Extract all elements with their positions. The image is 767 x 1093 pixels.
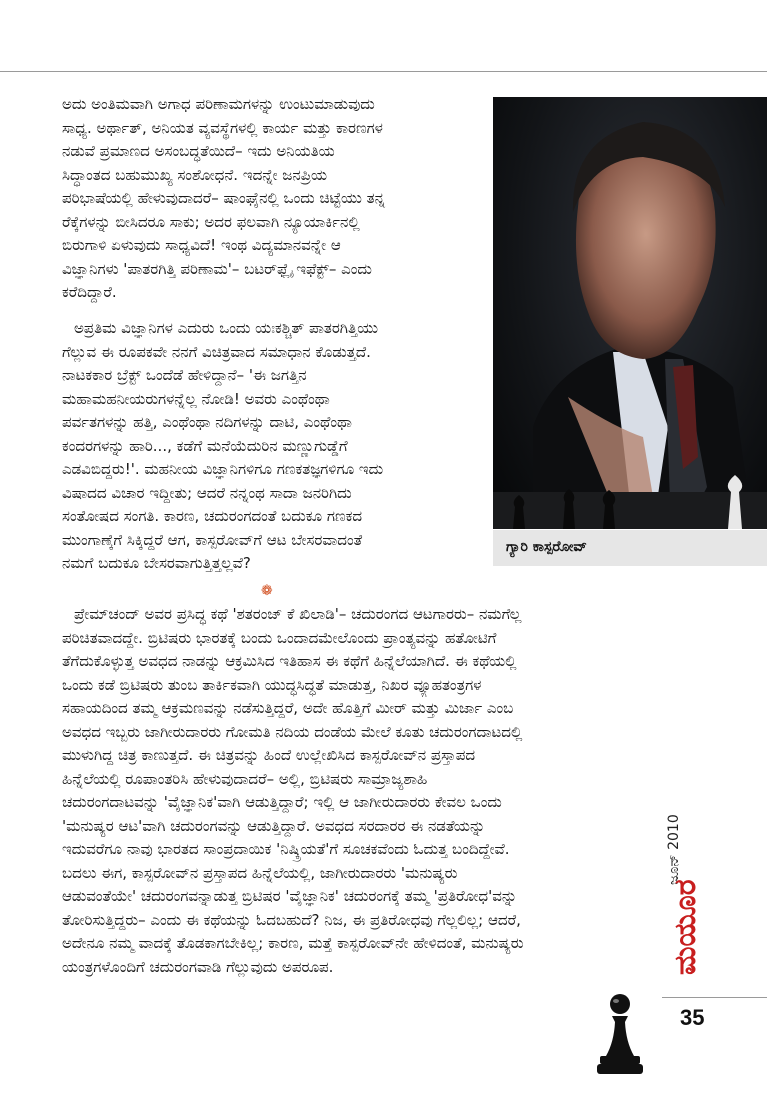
- text-line: ರೆಕ್ಕೆಗಳನ್ನು ಬೀಸಿದರೂ ಸಾಕು; ಅದರ ಫಲವಾಗಿ ನ್ಯೂಯಾರ್ಕಿನಲ್ಲಿ: [62, 212, 360, 231]
- text-line: ಪರಿಭಾಷೆಯಲ್ಲಿ ಹೇಳುವುದಾದರೆ– ಷಾಂಘೈನಲ್ಲಿ ಒಂದು ಚಿಟ್ಟೆಯು ತನ್ನ: [62, 189, 385, 207]
- text-line: ಗೆಲ್ಲುವ ಈ ರೂಪಕವೇ ನನಗೆ ವಿಚಿತ್ರವಾದ ಸಮಾಧಾನ ಕೊಡುತ್ತದೆ.: [62, 342, 371, 361]
- text-line: ಅಪ್ರತಿಮ ವಿಜ್ಞಾನಿಗಳ ಎದುರು ಒಂದು ಯಃಕಶ್ಚಿತ್ ಪಾತರಗಿತ್ತಿಯು: [74, 319, 379, 337]
- text-line: 'ಮನುಷ್ಯರ ಆಟ'ವಾಗಿ ಚದುರಂಗವನ್ನು ಆಡುತ್ತಿದ್ದಾರೆ. ಅವಧದ ಸರದಾರರ ಈ ನಡತೆಯನ್ನು: [62, 816, 486, 835]
- portrait-illustration: [493, 97, 767, 529]
- text-line: ನಡುವೆ ಪ್ರಮಾಣದ ಅಸಂಬದ್ಧತೆಯಿದೆ– ಇದು ಅನಿಯತಿಯ: [62, 142, 335, 160]
- text-line: ಮುಂಗಾಣ್ಕೆಗೆ ಸಿಕ್ಕಿದ್ದರೆ ಆಗ, ಕಾಸ್ಪರೋವ್‌ಗೆ ಆಟ ಬೇಸರವಾದಂತೆ: [62, 530, 363, 549]
- page-number: 35: [680, 1005, 705, 1030]
- issue-date: ಜೂನ್ 2010: [666, 814, 682, 885]
- text-line: ಕಂದರಗಳನ್ನು ಹಾರಿ..., ಕಡೆಗೆ ಮನೆಯೆದುರಿನ ಮಣ್ಣುಗುಡ್ಡೆಗೆ: [62, 436, 348, 455]
- text-line: ಸಾಧ್ಯ. ಅರ್ಥಾತ್, ಅನಿಯತ ವ್ಯವಸ್ಥೆಗಳಲ್ಲಿ ಕಾರ್ಯ ಮತ್ತು ಕಾರಣಗಳ: [62, 118, 383, 137]
- text-line: ಯಂತ್ರಗಳೊಂದಿಗೆ ಚದುರಂಗವಾಡಿ ಗೆಲ್ಲುವುದು ಅಪರೂಪ.: [62, 957, 334, 976]
- text-line: ವಿಷಾದದ ವಿಚಾರ ಇದ್ದೀತು; ಆದರೆ ನನ್ನಂಥ ಸಾದಾ ಜನರಿಗಿದು: [62, 483, 352, 502]
- text-line: ಪರಿಚಿತವಾದದ್ದೇ. ಬ್ರಿಟಿಷರು ಭಾರತಕ್ಕೆ ಬಂದು ಒಂದಾದಮೇಲೊಂದು ಪ್ರಾಂತ್ಯವನ್ನು ಹತೋಟಿಗೆ: [62, 628, 497, 647]
- magazine-name: ಮಯೂರ: [668, 879, 703, 975]
- header-rule: [0, 71, 767, 72]
- text-line: ಸಂತೋಷದ ಸಂಗತಿ. ಕಾರಣ, ಚದುರಂಗದಂತೆ ಬದುಕೂ ಗಣಕದ: [62, 507, 363, 525]
- text-line: ಚದುರಂಗದಾಟವನ್ನು 'ವೈಜ್ಞಾನಿಕ'ವಾಗಿ ಆಡುತ್ತಿದ್ದಾರೆ; ಇಲ್ಲಿ ಆ ಜಾಗೀರುದಾರರು ಕೇವಲ ಒಂದು: [62, 793, 502, 811]
- text-line: ತೋರಿಸುತ್ತಿದ್ದರು– ಎಂದು ಈ ಕಥೆಯನ್ನು ಓದಬಹುದೆ? ನಿಜ, ಈ ಪ್ರತಿರೋಧವು ಗೆಲ್ಲಲಿಲ್ಲ; ಆದರೆ,: [62, 910, 521, 929]
- paragraph-2: [62, 317, 482, 576]
- text-line: ಕರೆದಿದ್ದಾರೆ.: [62, 283, 117, 301]
- text-line: ಪರ್ವತಗಳನ್ನು ಹತ್ತಿ, ಎಂಥೆಂಥಾ ನದಿಗಳನ್ನು ದಾಟಿ, ಎಂಥೆಂಥಾ: [62, 413, 352, 431]
- text-line: ಬಿರುಗಾಳಿ ಏಳುವುದು ಸಾಧ್ಯವಿದೆ! ಇಂಥ ವಿದ್ಯಮಾನವನ್ನೇ ಆ: [62, 236, 341, 254]
- text-line: ಪ್ರೇಮ್‌ಚಂದ್ ಅವರ ಪ್ರಸಿದ್ಧ ಕಥೆ 'ಶತರಂಜ್ ಕೆ ಖಿಲಾಡಿ'– ಚದುರಂಗದ ಆಟಗಾರರು– ನಮಗೆಲ್ಲ: [74, 605, 522, 623]
- paragraph-1: [62, 93, 482, 305]
- chess-pawn-icon: [594, 992, 646, 1076]
- text-line: ತೆಗೆದುಕೊಳ್ಳುತ್ತ ಅವಧದ ನಾಡನ್ನು ಆಕ್ರಮಿಸಿದ ಇತಿಹಾಸ ಈ ಕಥೆಗೆ ಹಿನ್ನೆಲೆಯಾಗಿದೆ. ಈ ಕಥೆಯಲ್ಲಿ: [62, 652, 517, 670]
- text-line: ಎಡವಿಬಿದ್ದರು!'. ಮಹನೀಯ ವಿಜ್ಞಾನಿಗಳಿಗೂ ಗಣಕತಜ್ಞಗಳಿಗೂ ಇದು: [62, 460, 384, 478]
- text-line: ಸಹಾಯದಿಂದ ತಮ್ಮ ಆಕ್ರಮಣವನ್ನು ನಡೆಸುತ್ತಿದ್ದರೆ, ಅದೇ ಹೊತ್ತಿಗೆ ಮೀರ್ ಮತ್ತು ಮಿರ್ಜಾ ಎಂಬ: [62, 699, 514, 717]
- text-line: ಅವಧದ ಇಬ್ಬರು ಜಾಗೀರುದಾರರು ಗೋಮತಿ ನದಿಯ ದಂಡೆಯ ಮೇಲೆ ಕೂತು ಚದುರಂಗದಾಟದಲ್ಲಿ: [62, 722, 523, 741]
- text-line: ಆಡುವಂತೆಯೇ' ಚದುರಂಗವನ್ನಾಡುತ್ತ ಬ್ರಿಟಿಷರ 'ವೈಜ್ಞಾನಿಕ' ಚದುರಂಗಕ್ಕೆ ತಮ್ಮ 'ಪ್ರತಿರೋಧ'ವನ್ನು: [62, 887, 518, 905]
- text-line: ಇದುವರೆಗೂ ನಾವು ಭಾರತದ ಸಾಂಪ್ರದಾಯಿಕ 'ನಿಷ್ಕ್ರಿಯತೆ'ಗೆ ಸೂಚಕವೆಂದು ಓದುತ್ತ ಬಂದಿದ್ದೇವೆ.: [62, 840, 510, 858]
- text-line: ಒಂದು ಕಡೆ ಬ್ರಿಟಿಷರು ತುಂಬ ತಾರ್ಕಿಕವಾಗಿ ಯುದ್ಧಸಿದ್ಧತೆ ಮಾಡುತ್ತ, ನಿಖರ ವ್ಯೂಹತಂತ್ರಗಳ: [62, 675, 482, 694]
- section-end-ornament-icon: ❁: [261, 583, 273, 599]
- text-line: ಮಹಾಮಹನೀಯರುಗಳನ್ನೆಲ್ಲ ನೋಡಿ! ಅವರು ಎಂಥೆಂಥಾ: [62, 389, 330, 408]
- portrait-photo: [493, 97, 767, 529]
- footer-rule: [662, 997, 767, 998]
- text-line: ಮುಳುಗಿದ್ದ ಚಿತ್ರ ಕಾಣುತ್ತದೆ. ಈ ಚಿತ್ರವನ್ನು ಹಿಂದೆ ಉಲ್ಲೇಖಿಸಿದ ಕಾಸ್ಪರೋವ್‌ನ ಪ್ರಸ್ತಾಪದ: [62, 746, 476, 764]
- photo-caption: ಗ್ಯಾರಿ ಕಾಸ್ಪರೋವ್: [506, 539, 587, 555]
- text-line: ವಿಜ್ಞಾನಿಗಳು 'ಪಾತರಗಿತ್ತಿ ಪರಿಣಾಮ'– ಬಟರ್‌ಫ್ಲೈ ಇಫೆಕ್ಟ್– ಎಂದು: [62, 259, 372, 278]
- text-line: ಹಿನ್ನೆಲೆಯಲ್ಲಿ ರೂಪಾಂತರಿಸಿ ಹೇಳುವುದಾದರೆ– ಅಲ್ಲಿ, ಬ್ರಿಟಿಷರು ಸಾಮ್ರಾಜ್ಯಶಾಹಿ: [62, 769, 428, 788]
- text-line: ಸಿದ್ಧಾಂತದ ಬಹುಮುಖ್ಯ ಸಂಶೋಧನೆ. ಇದನ್ನೇ ಜನಪ್ರಿಯ: [62, 165, 328, 184]
- text-line: ಅದು ಅಂತಿಮವಾಗಿ ಅಗಾಧ ಪರಿಣಾಮಗಳನ್ನು ಉಂಟುಮಾಡುವುದು: [62, 95, 375, 113]
- text-line: ಅದೇನೂ ನಮ್ಮ ವಾದಕ್ಕೆ ತೊಡಕಾಗಬೇಕಿಲ್ಲ; ಕಾರಣ, ಮತ್ತೆ ಕಾಸ್ಪರೋವ್‌ನೇ ಹೇಳಿದಂತೆ, ಮನುಷ್ಯರು: [62, 934, 524, 952]
- text-line: ಬದಲು ಈಗ, ಕಾಸ್ಪರೋವ್‌ನ ಪ್ರಸ್ತಾಪದ ಹಿನ್ನೆಲೆಯಲ್ಲಿ, ಜಾಗೀರುದಾರರು 'ಮನುಷ್ಯರು: [62, 863, 458, 882]
- paragraph-3: [62, 603, 684, 979]
- photo-caption-bar: [493, 530, 767, 566]
- text-line: ನಮಗೆ ಬದುಕೂ ಬೇಸರವಾಗುತ್ತಿತ್ತಲ್ಲವೆ?: [62, 554, 251, 572]
- text-line: ನಾಟಕಕಾರ ಬ್ರೆಕ್ಟ್ ಒಂದೆಡೆ ಹೇಳಿದ್ದಾನೆ– 'ಈ ಜಗತ್ತಿನ: [62, 366, 307, 384]
